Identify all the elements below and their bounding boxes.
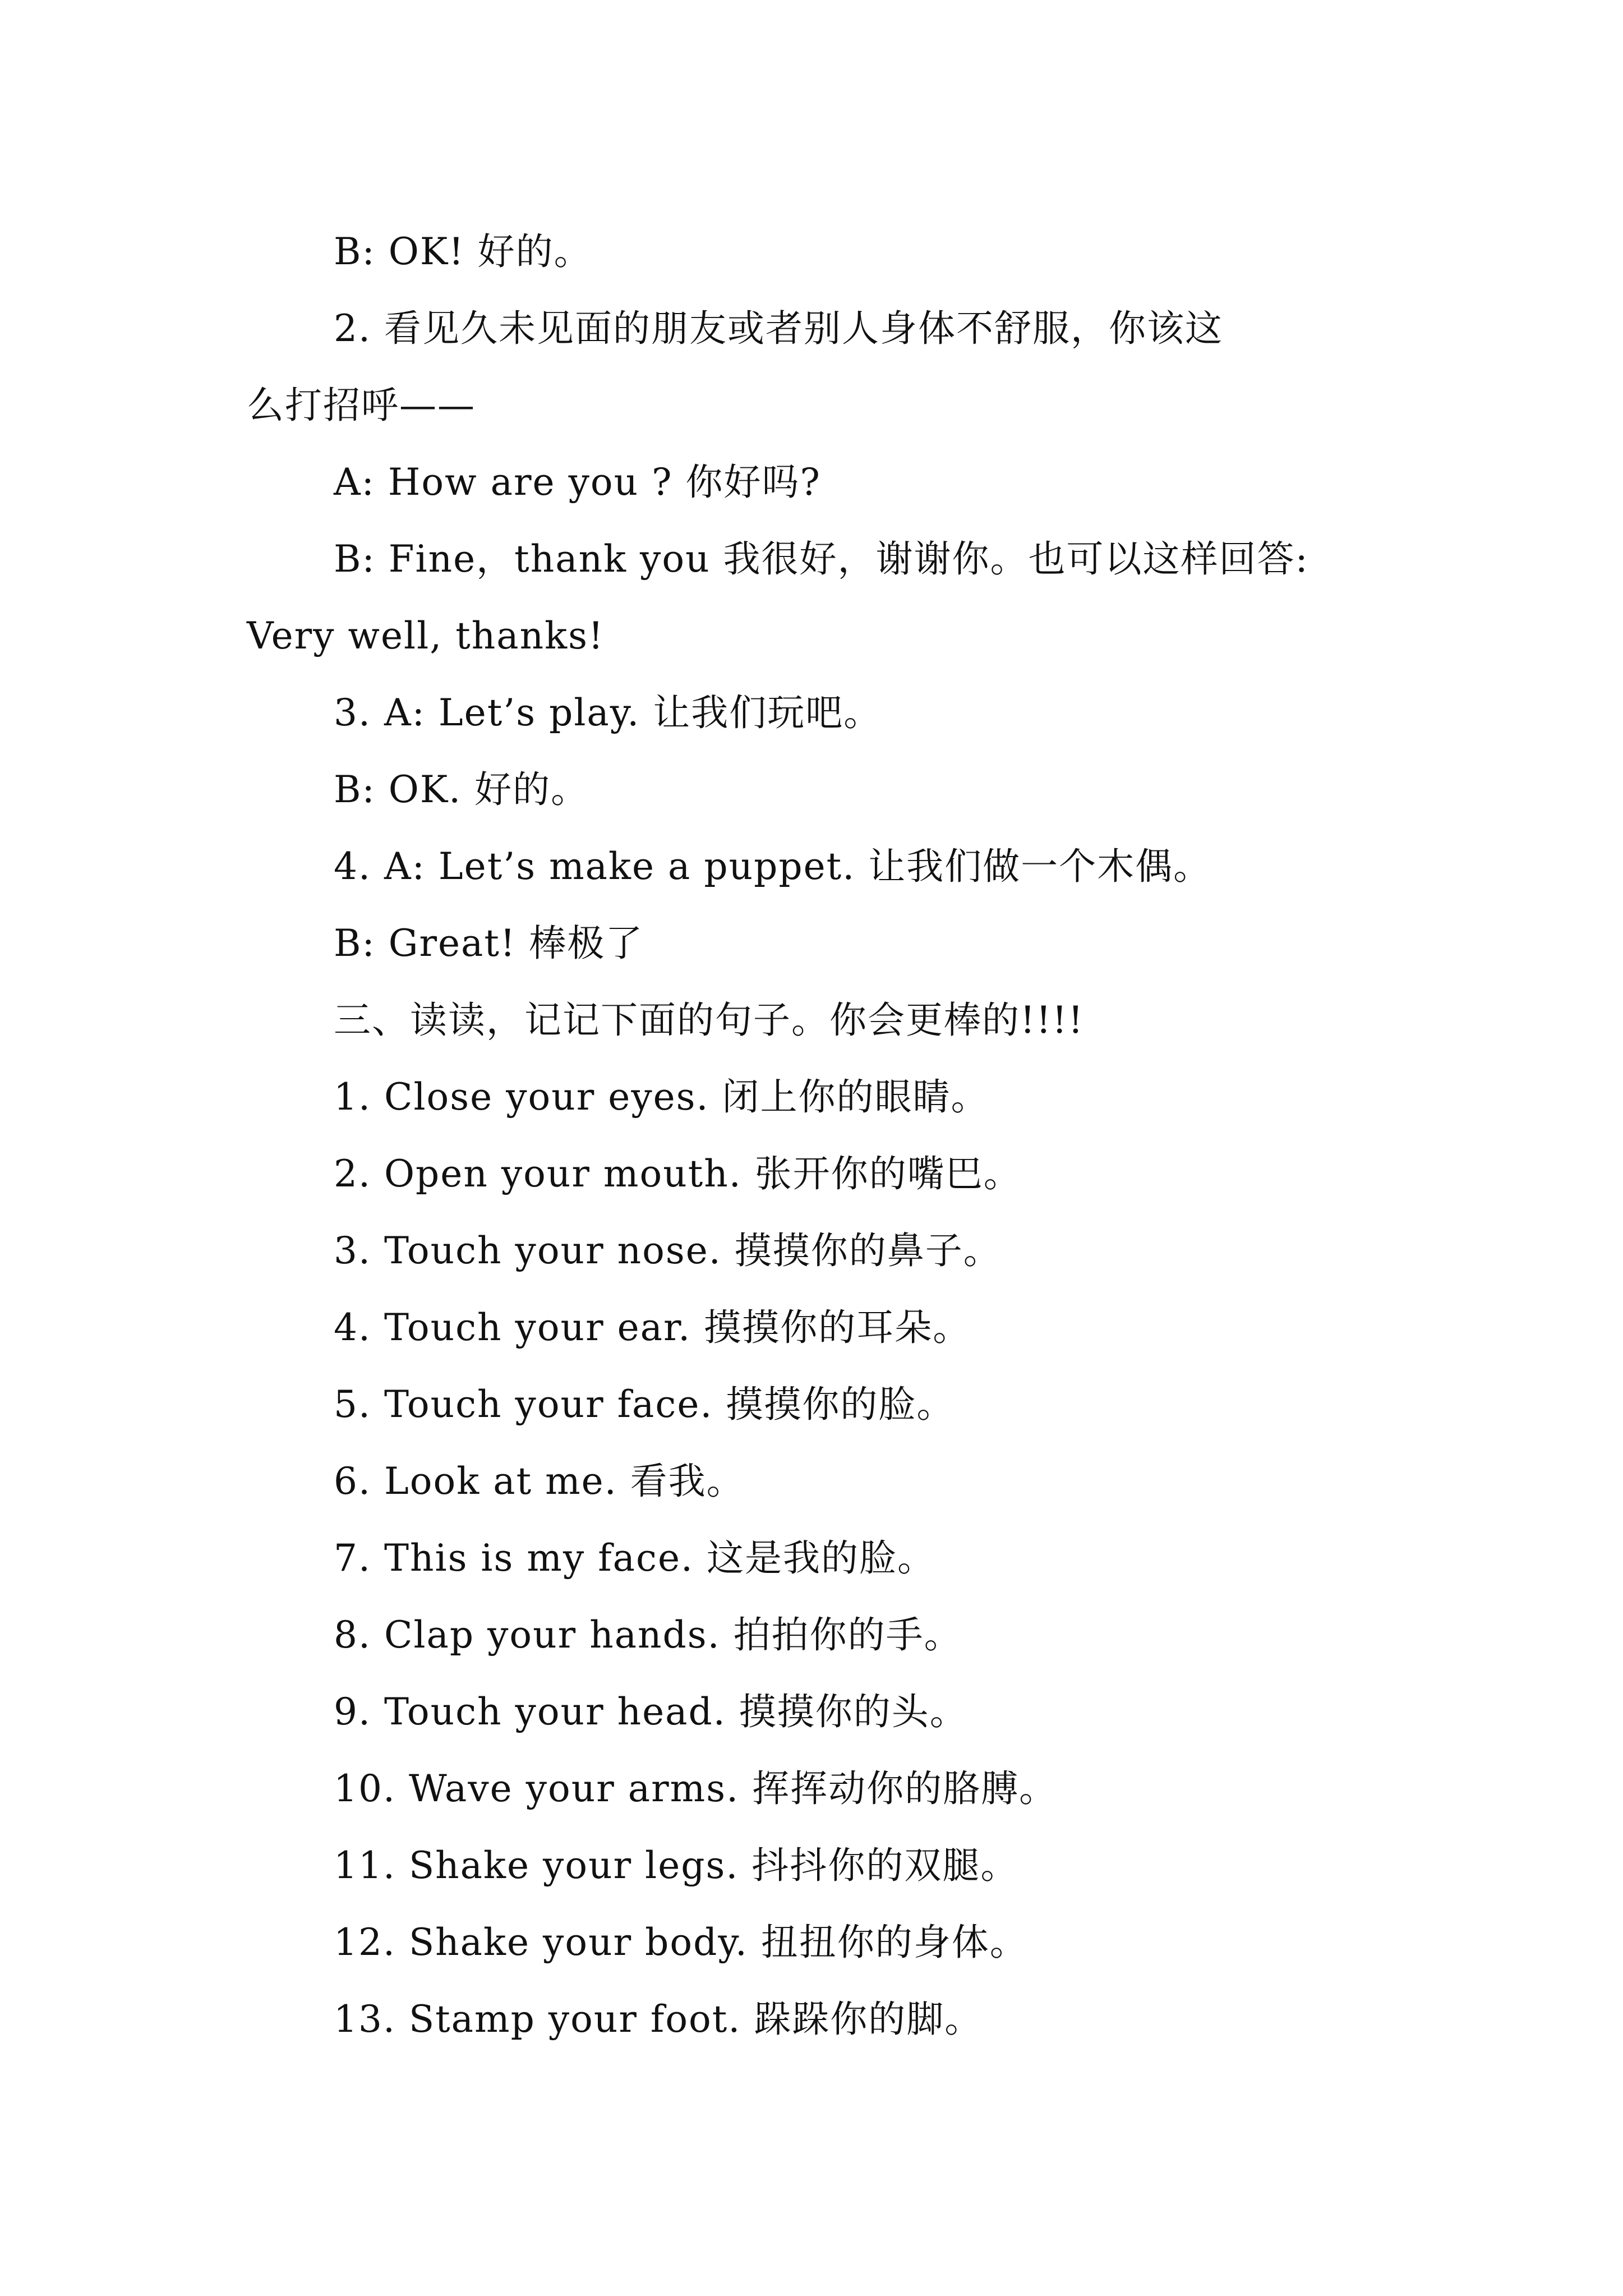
dialogue-line: B: OK. 好的。 <box>334 768 589 811</box>
numbered-item: 10. Wave your arms. 挥挥动你的胳膊。 <box>334 1767 1058 1810</box>
numbered-item: 8. Clap your hands. 拍拍你的手。 <box>334 1613 962 1657</box>
numbered-item: 2. Open your mouth. 张开你的嘴巴。 <box>334 1152 1022 1195</box>
wrapped-line: Very well, thanks! <box>247 614 605 657</box>
numbered-item: 9. Touch your head. 摸摸你的头。 <box>334 1690 968 1733</box>
dialogue-line: B: Great! 棒极了 <box>334 922 644 965</box>
numbered-item: 1. Close your eyes. 闭上你的眼睛。 <box>334 1075 989 1119</box>
numbered-item: 4. Touch your ear. 摸摸你的耳朵。 <box>334 1306 971 1349</box>
dialogue-line: B: OK! 好的。 <box>334 230 592 273</box>
numbered-item: 3. Touch your nose. 摸摸你的鼻子。 <box>334 1229 1002 1272</box>
numbered-item: 3. A: Let’s play. 让我们玩吧。 <box>334 691 882 734</box>
document-body <box>247 213 1391 2058</box>
numbered-item: 13. Stamp your foot. 跺跺你的脚。 <box>334 1998 983 2041</box>
wrapped-line: 么打招呼—— <box>247 384 476 427</box>
numbered-item: 12. Shake your body. 扭扭你的身体。 <box>334 1921 1028 1964</box>
numbered-item: 5. Touch your face. 摸摸你的脸。 <box>334 1383 955 1426</box>
dialogue-line: B: Fine，thank you 我很好，谢谢你。也可以这样回答: <box>334 537 1309 581</box>
numbered-item: 7. This is my face. 这是我的脸。 <box>334 1536 936 1580</box>
numbered-item: 6. Look at me. 看我。 <box>334 1460 745 1503</box>
numbered-item: 4. A: Let’s make a puppet. 让我们做一个木偶。 <box>334 845 1212 888</box>
numbered-item: 2. 看见久未见面的朋友或者别人身体不舒服，你该这 <box>334 307 1223 350</box>
section-heading: 三、读读，记记下面的句子。你会更棒的!!!! <box>334 999 1085 1042</box>
numbered-item: 11. Shake your legs. 抖抖你的双腿。 <box>334 1844 1019 1887</box>
dialogue-line: A: How are you ? 你好吗? <box>334 461 821 504</box>
